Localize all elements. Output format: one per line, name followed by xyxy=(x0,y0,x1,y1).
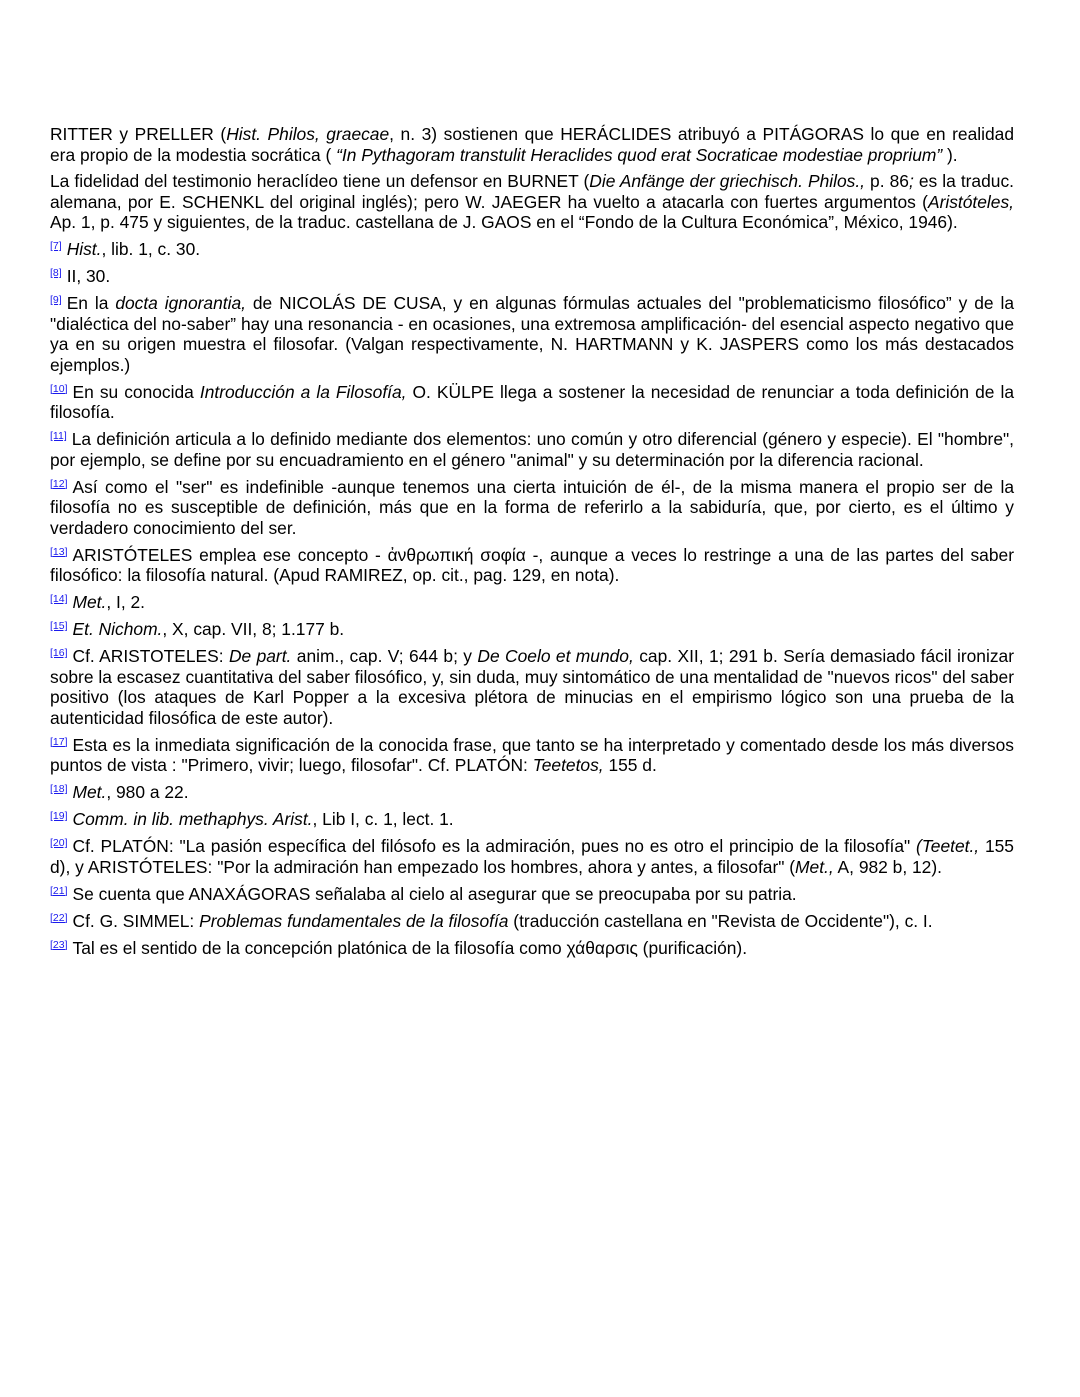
text: , n. 3) sostienen que HERÁCLIDES atribuyó a PITÁGORAS lo que en realidad era propio de la modestia socrática ( xyxy=(50,124,1014,165)
footnote-link-10[interactable]: [10] xyxy=(50,382,68,395)
text: anim., cap. V; 644 b; y xyxy=(291,646,478,666)
footnote-17 xyxy=(50,735,1014,776)
text: , X, cap. VII, 8; 1.177 b. xyxy=(162,619,345,639)
citation-title: Met., xyxy=(795,856,834,877)
citation-title: Et. Nichom. xyxy=(72,619,163,639)
text: Así como el "ser" es indefinible -aunque tenemos una cierta intuición de él-, de la misma manera el propio ser de la filosofía no es susceptible de definición, más que en la forma de referirlo a la sabiduría, que, por cierto, es el último y verdadero conocimiento del ser. xyxy=(50,476,1014,538)
footnote-continuation-2 xyxy=(50,171,1014,233)
footnote-link-20[interactable]: [20] xyxy=(50,837,68,849)
citation-title: Problemas fundamentales de la filosofía xyxy=(199,910,509,931)
citation-title: Teetetos, xyxy=(532,755,604,775)
text: Cf. ARISTOTELES: xyxy=(72,646,229,666)
text: La fidelidad del testimonio heraclídeo tiene un defensor en BURNET ( xyxy=(50,171,590,191)
footnote-link-18[interactable]: [18] xyxy=(50,783,68,795)
citation-title: Hist. Philos, graecae xyxy=(226,124,390,144)
footnote-link-8[interactable]: [8] xyxy=(50,267,62,279)
footnote-link-12[interactable]: [12] xyxy=(50,477,68,490)
text: ; xyxy=(908,171,914,191)
footnote-link-7[interactable]: [7] xyxy=(50,240,62,252)
footnote-23 xyxy=(50,938,1014,959)
text: Cf. PLATÓN: "La pasión específica del filósofo es la admiración, pues no es otro el principio de la filosofía" xyxy=(72,836,916,856)
citation-title: De part. xyxy=(228,646,292,666)
text: Ap. 1, p. 475 y siguientes, de la traduc. castellana de J. GAOS en el “Fondo de la Cultura Económica”, México, 1946). xyxy=(50,212,958,232)
citation-title: Hist. xyxy=(66,239,102,259)
footnote-22 xyxy=(50,911,1014,932)
text: ARISTÓTELES emplea ese concepto - ἀνθρωπική σοφία -, aunque a veces lo restringe a una de las partes del saber filosófico: la filosofía natural. (Apud RAMIREZ, op. cit., pag. 129, en nota). xyxy=(50,544,1014,585)
footnote-link-23[interactable]: [23] xyxy=(50,938,68,951)
citation-title: Aristóteles, xyxy=(927,191,1014,212)
text: La definición articula a lo definido mediante dos elementos: uno común y otro diferencial (género y especie). El "hombre", por ejemplo, se define por su encuadramiento en el género "animal" y su determinación por la diferencia racional. xyxy=(50,429,1014,470)
footnote-link-9[interactable]: [9] xyxy=(50,294,62,306)
citation-title: (Teetet., xyxy=(915,836,980,856)
footnote-15 xyxy=(50,619,1014,640)
text: En su conocida xyxy=(72,381,200,402)
footnote-link-21[interactable]: [21] xyxy=(50,884,68,897)
footnote-link-17[interactable]: [17] xyxy=(50,735,68,748)
footnote-12 xyxy=(50,477,1014,539)
text: , I, 2. xyxy=(106,592,146,612)
footnote-8 xyxy=(50,266,1014,287)
text: Cf. G. SIMMEL: xyxy=(72,910,200,931)
text: es la traduc. alemana, por E. SCHENKL del original inglés); pero W. JAEGER ha vuelto a atacarla con fuertes argumentos ( xyxy=(50,171,1014,212)
latin-quote: “In Pythagoram transtulit Heraclides quod erat Socraticae modestiae proprium” xyxy=(336,144,943,165)
text: , Lib I, c. 1, lect. 1. xyxy=(312,809,454,829)
citation-title: De Coelo et mundo, xyxy=(477,646,634,666)
footnote-9 xyxy=(50,293,1014,375)
text: II, 30. xyxy=(66,266,111,286)
footnote-continuation-1 xyxy=(50,124,1014,165)
footnote-link-14[interactable]: [14] xyxy=(50,593,68,605)
footnote-16 xyxy=(50,646,1014,728)
footnote-7 xyxy=(50,239,1014,260)
footnote-link-13[interactable]: [13] xyxy=(50,545,68,558)
text: Esta es la inmediata significación de la conocida frase, que tanto se ha interpretado y comentado desde los más diversos puntos de vista : "Primero, vivir; luego, filosofar". Cf. PLATÓN: xyxy=(50,734,1014,775)
footnote-13 xyxy=(50,545,1014,586)
footnotes-page xyxy=(50,124,1014,965)
footnote-link-15[interactable]: [15] xyxy=(50,620,68,632)
footnote-link-16[interactable]: [16] xyxy=(50,647,68,659)
text: ). xyxy=(942,144,958,165)
footnote-link-19[interactable]: [19] xyxy=(50,810,68,822)
footnote-14 xyxy=(50,592,1014,613)
citation-title: Met. xyxy=(72,592,107,612)
text: O. KÜLPE llega a sostener la necesidad de renunciar a toda definición de la filosofía. xyxy=(50,381,1015,422)
text: 155 d), y ARISTÓTELES: "Por la admiración han empezado los hombres, ahora y antes, a filosofar" ( xyxy=(50,836,1014,877)
text: En la xyxy=(66,293,116,313)
citation-title: docta ignorantia, xyxy=(115,293,246,313)
text: , lib. 1, c. 30. xyxy=(101,239,201,259)
citation-title: Introducción a la Filosofía, xyxy=(199,381,407,402)
citation-title: Met. xyxy=(72,782,107,802)
footnote-10 xyxy=(50,382,1014,423)
footnote-11 xyxy=(50,429,1014,470)
text: RITTER y PRELLER ( xyxy=(50,124,227,144)
text: de NICOLÁS DE CUSA, y en algunas fórmulas actuales del "problematicismo filosófico” y de la "dialéctica del no-saber” hay una resonancia - en ocasiones, una extremosa amplificación- del esencial aspecto negativo que ya en su origen muestra el filosofar. (Valgan respectivamente, N. HARTMANN y K. JASPERS como los más destacados ejemplos.) xyxy=(50,293,1014,375)
citation-title: Die Anfänge der griechisch. Philos., xyxy=(589,171,865,191)
footnote-19 xyxy=(50,809,1014,830)
footnote-link-22[interactable]: [22] xyxy=(50,911,68,924)
footnote-20 xyxy=(50,836,1014,877)
text: Tal es el sentido de la concepción platónica de la filosofía como χάθαρσις (purificación). xyxy=(72,937,748,958)
text: cap. XII, 1; 291 b. Sería demasiado fácil ironizar sobre la escasez cuantitativa del saber filosófico, y, sin duda, muy sintomático de una mentalidad de "nuevos ricos" del saber positivo (los ataques de Karl Popper a la excesiva plétora de minucias en el empirismo lógico son una prueba de la autenticidad filosófica de este autor). xyxy=(50,646,1014,728)
text: 155 d. xyxy=(603,755,657,775)
footnote-21 xyxy=(50,884,1014,905)
text: Se cuenta que ANAXÁGORAS señalaba al cielo al asegurar que se preocupaba por su patria. xyxy=(72,883,797,904)
text: (traducción castellana en "Revista de Occidente"), c. I. xyxy=(508,910,933,931)
text: A, 982 b, 12). xyxy=(833,856,942,877)
citation-title: Comm. in lib. methaphys. Arist. xyxy=(72,809,313,829)
footnote-18 xyxy=(50,782,1014,803)
footnote-link-11[interactable]: [11] xyxy=(50,430,67,442)
text: , 980 a 22. xyxy=(106,782,189,802)
text: p. 86 xyxy=(865,171,909,191)
